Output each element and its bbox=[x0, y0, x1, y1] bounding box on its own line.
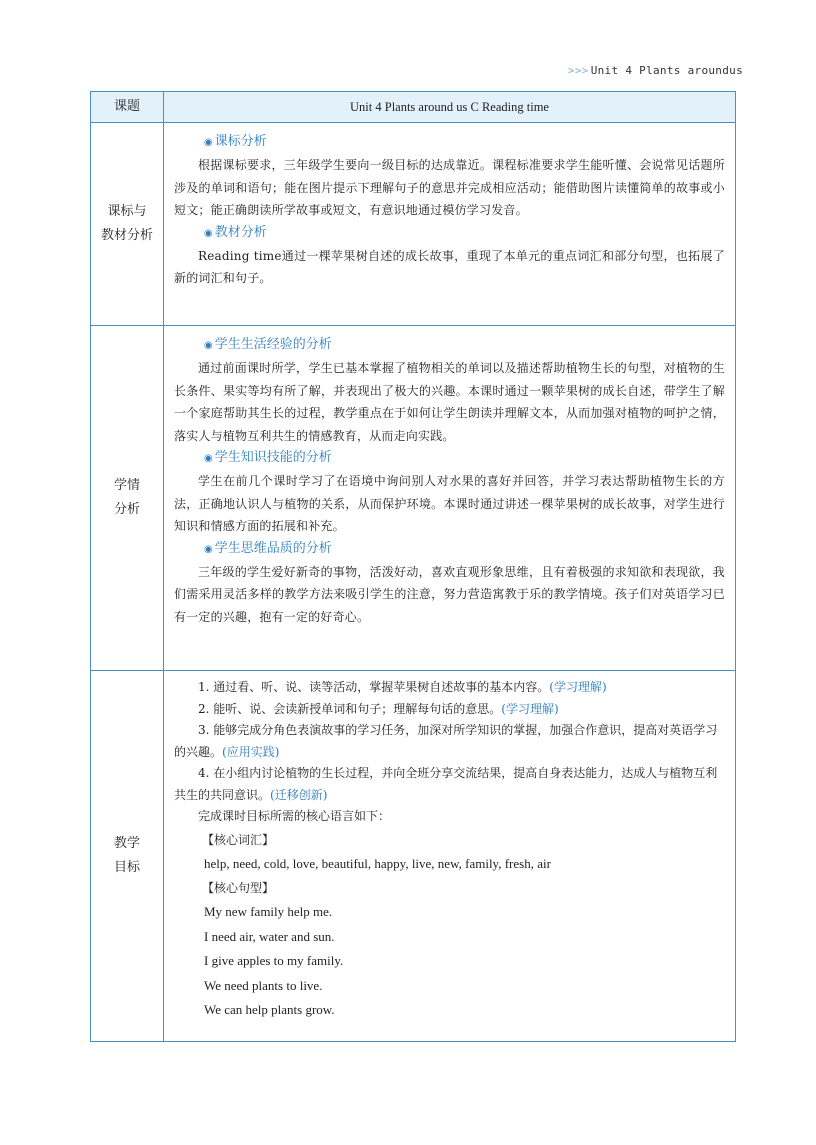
sentence: We need plants to live. bbox=[204, 977, 323, 993]
bullet-icon: ◉ bbox=[204, 227, 213, 239]
running-header-text: Unit 4 Plants aroundus bbox=[590, 64, 743, 77]
paragraph: 三年级的学生爱好新奇的事物，活泼好动，喜欢直观形象思维，且有着极强的求知欲和表现欲，我们需采用灵活多样的教学方法来吸引学生的注意，努力营造寓教于乐的教学情境。孩子们对英语学习已有一定的兴趣，抱有一定的好奇心。 bbox=[174, 564, 725, 624]
section-heading: ◉ 学生知识技能的分析 bbox=[204, 450, 332, 465]
vocab-list: help, need, cold, love, beautiful, happy, live, new, family, fresh, air bbox=[204, 855, 551, 871]
curriculum-row bbox=[91, 123, 736, 326]
paragraph: Reading time通过一棵苹果树自述的成长故事，重现了本单元的重点词汇和部分句型，也拓展了新的词汇和句子。 bbox=[174, 248, 725, 285]
goal-item: 1. 通过看、听、说、读等活动，掌握苹果树自述故事的基本内容。(学习理解) bbox=[198, 680, 607, 694]
student-analysis-content bbox=[164, 326, 736, 671]
chevron-icon: >>> bbox=[567, 64, 589, 77]
section-heading: ◉ 课标分析 bbox=[204, 134, 267, 149]
running-header bbox=[568, 64, 743, 77]
paragraph: 根据课标要求，三年级学生要向一级目标的达成靠近。课程标准要求学生能听懂、会说常见话题所涉及的单词和语句；能在图片提示下理解句子的意思并完成相应活动；能借助图片读懂简单的故事或小短文；能正确朗读所学故事或短文，有意识地通过模仿学习发音。 bbox=[174, 158, 725, 217]
student-analysis-row bbox=[91, 326, 736, 671]
bullet-icon: ◉ bbox=[204, 137, 213, 148]
lesson-plan-table bbox=[90, 91, 736, 1042]
sentence: I need air, water and sun. bbox=[204, 928, 335, 944]
vocab-heading: 【核心词汇】 bbox=[202, 832, 275, 847]
objectives-row bbox=[91, 671, 736, 1042]
paragraph: 学生在前几个课时学习了在语境中询问别人对水果的喜好并回答，并学习表达帮助植物生长的方法，正确地认识人与植物的关系，从而保护环境。本课时通过讲述一棵苹果树的成长故事，对学生进行知识和情感方面的拓展和补充。 bbox=[174, 474, 725, 533]
paragraph: 通过前面课时所学，学生已基本掌握了植物相关的单词以及描述帮助植物生长的句型，对植物的生长条件、果实等均有所了解，并表现出了极大的兴趣。本课时通过一颗苹果树的成长自述，带学生了解一个家庭帮助其生长的过程，教学重点在于如何让学生朗读并理解文本，从而加强对植物的呵护之情，落实人与植物互利共生的情感教育，从而走向实践。 bbox=[174, 361, 725, 443]
curriculum-label: 课标与 教材分析 bbox=[91, 123, 164, 326]
sentence: We can help plants grow. bbox=[204, 1002, 335, 1017]
section-heading: ◉ 学生生活经验的分析 bbox=[204, 337, 332, 352]
header-label: 课题 bbox=[91, 92, 164, 123]
curriculum-content bbox=[164, 123, 736, 326]
section-heading: ◉ 学生思维品质的分析 bbox=[204, 540, 332, 556]
objectives-content bbox=[164, 671, 736, 1042]
goal-item: 2. 能听、说、会读新授单词和句子；理解每句话的意思。(学习理解) bbox=[198, 701, 559, 716]
bullet-icon: ◉ bbox=[204, 543, 213, 555]
pattern-heading: 【核心句型】 bbox=[202, 881, 275, 895]
lesson-title: Unit 4 Plants around us C Reading time bbox=[164, 92, 736, 123]
bullet-icon: ◉ bbox=[204, 453, 213, 464]
goal-item: 4. 在小组内讨论植物的生长过程，并向全班分享交流结果，提高自身表达能力，达成人与植物互利共生的共同意识。(迁移创新) bbox=[174, 766, 718, 802]
student-analysis-label: 学情 分析 bbox=[91, 326, 164, 671]
section-heading: ◉ 教材分析 bbox=[204, 224, 267, 240]
header-row bbox=[91, 92, 736, 123]
sentence: I give apples to my family. bbox=[204, 953, 344, 968]
intro-line: 完成课时目标所需的核心语言如下： bbox=[198, 809, 391, 823]
sentence: My new family help me. bbox=[204, 904, 333, 919]
bullet-icon: ◉ bbox=[204, 340, 213, 351]
goal-item: 3. 能够完成分角色表演故事的学习任务，加深对所学知识的掌握，加强合作意识，提高对英语学习的兴趣。(应用实践) bbox=[174, 723, 718, 759]
objectives-label: 教学 目标 bbox=[91, 671, 164, 1042]
